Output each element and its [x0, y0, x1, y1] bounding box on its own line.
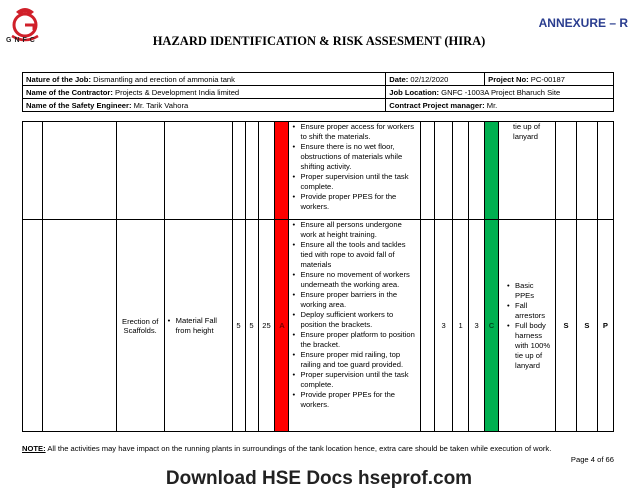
- responsibility-cell: S: [556, 220, 577, 432]
- table-row: [23, 122, 614, 220]
- ppe-cell: [499, 122, 556, 220]
- job-value: Dismantling and erection of ammonia tank: [93, 74, 235, 84]
- engineer-cell: [23, 99, 386, 112]
- contractor-value: Projects & Development India limited: [115, 87, 240, 97]
- controls-cell: [289, 122, 421, 220]
- list-item: • Ensure proper barriers in the working area.: [300, 290, 418, 310]
- hazard-cell: [164, 122, 232, 220]
- list-item: • Material Fall from height: [176, 316, 230, 336]
- location-cell: [386, 86, 614, 99]
- date-value: 02/12/2020: [410, 74, 449, 84]
- responsibility-cell: P: [597, 220, 613, 432]
- residual-score-cell: 3: [469, 220, 485, 432]
- footer-note: [22, 444, 551, 453]
- logo-letters: GNFC: [6, 37, 38, 44]
- location-value: GNFC -1003A Project Bharuch Site: [441, 87, 561, 97]
- residual-category-cell: C: [485, 220, 499, 432]
- residual-category-cell: [485, 122, 499, 220]
- ppe-cell: [499, 220, 556, 432]
- job-info-table: [22, 72, 614, 112]
- list-item: • Fall arrestors: [515, 301, 553, 321]
- hira-table: [22, 121, 614, 432]
- list-item: • Ensure proper mid railing, top railing and toe guard provided.: [300, 350, 418, 370]
- contractor-cell: [23, 86, 386, 99]
- engineer-value: Mr. Tarik Vahora: [133, 100, 189, 110]
- location-label: Job Location:: [389, 87, 440, 97]
- manager-cell: [386, 99, 614, 112]
- list-item: • Ensure all persons undergone work at height training.: [300, 220, 418, 240]
- download-banner: Download HSE Docs hseprof.com: [165, 468, 473, 489]
- project-cell: [485, 73, 614, 86]
- note-text: All the activities may have impact on the running plants in surroundings of the tank location hence, extra care should be taken while execution of work.: [45, 444, 552, 453]
- hazard-list: [167, 316, 230, 336]
- contractor-label: Name of the Contractor:: [26, 87, 113, 97]
- ppe-list: [501, 281, 553, 371]
- manager-value: Mr.: [486, 100, 498, 110]
- list-item: • Proper supervision until the task complete.: [300, 370, 418, 390]
- list-item: • Full body harness with 100% tie up of lanyard: [515, 321, 553, 371]
- list-item: • Ensure proper access for workers to shift the materials.: [300, 122, 418, 142]
- job-label: Nature of the Job:: [26, 74, 91, 84]
- date-cell: [386, 73, 485, 86]
- responsibility-cell: S: [576, 220, 597, 432]
- risk-score-cell: 25: [258, 220, 275, 432]
- page-title: HAZARD IDENTIFICATION & RISK ASSESMENT (HIRA): [152, 34, 486, 48]
- risk-category-cell: A: [275, 220, 289, 432]
- list-item: • Ensure no movement of workers underneath the working area.: [300, 270, 418, 290]
- info-row-job: [23, 73, 614, 86]
- hazard-cell: [164, 220, 232, 432]
- controls-list: [291, 122, 418, 212]
- residual-probability-cell: 1: [453, 220, 469, 432]
- controls-cell: [289, 220, 421, 432]
- table-row: [23, 220, 614, 432]
- annexure-label: ANNEXURE – R: [538, 16, 628, 30]
- info-row-contractor: [23, 86, 614, 99]
- page-number: Page 4 of 66: [570, 455, 614, 464]
- list-item: • Provide proper PPES for the workers.: [300, 192, 418, 212]
- list-item: • Ensure proper platform to position the bracket.: [300, 330, 418, 350]
- list-item: • Ensure all the tools and tackles tied with rope to avoid fall of materials: [300, 240, 418, 270]
- ppe-text: tie up of lanyard: [513, 122, 541, 141]
- date-label: Date:: [389, 74, 409, 84]
- controls-list: [291, 220, 418, 410]
- list-item: • Basic PPEs: [515, 281, 553, 301]
- activity-cell: [116, 122, 164, 220]
- note-label: NOTE:: [22, 444, 46, 453]
- list-item: • Ensure there is no wet floor, obstructions of materials while shifting activity.: [300, 142, 418, 172]
- manager-label: Contract Project manager:: [389, 100, 485, 110]
- probability-cell: 5: [245, 220, 258, 432]
- list-item: • Deploy sufficient workers to position the brackets.: [300, 310, 418, 330]
- list-item: • Proper supervision until the task complete.: [300, 172, 418, 192]
- project-value: PC-00187: [530, 74, 565, 84]
- activity-cell: Erection of Scaffolds.: [116, 220, 164, 432]
- residual-severity-cell: 3: [435, 220, 453, 432]
- severity-cell: 5: [232, 220, 245, 432]
- project-label: Project No:: [488, 74, 529, 84]
- list-item: • Provide proper PPEs for the workers.: [300, 390, 418, 410]
- job-cell: [23, 73, 386, 86]
- engineer-label: Name of the Safety Engineer:: [26, 100, 132, 110]
- info-row-engineer: [23, 99, 614, 112]
- risk-category-cell: [275, 122, 289, 220]
